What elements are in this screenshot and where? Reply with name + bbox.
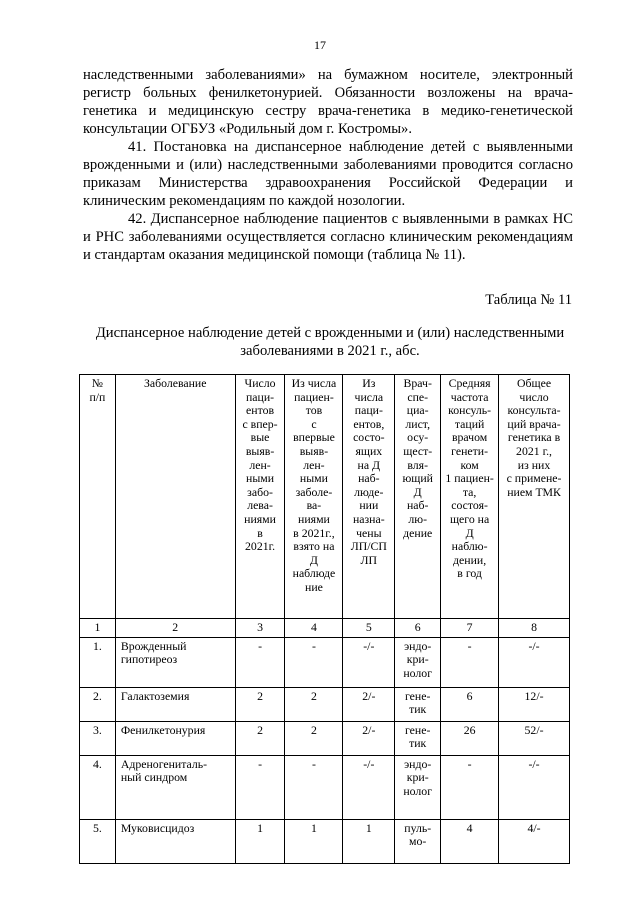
table-cell: 4 [285,619,343,638]
table-cell: 1 [343,819,395,863]
table-cell: 12/- [499,687,570,721]
table-cell: Врожденный гипотиреоз [115,637,235,687]
table-cell: 5. [80,819,116,863]
page-number: 17 [314,38,326,52]
table-cell: 6 [441,687,499,721]
table-cell: 6 [395,619,441,638]
table-cell: - [285,755,343,819]
body-text [83,66,573,264]
table-cell: 1. [80,637,116,687]
table-cell: гене- тик [395,721,441,755]
table-cell: Галактоземия [115,687,235,721]
table-cell: 4/- [499,819,570,863]
table-cell: 1 [235,819,285,863]
table-cell: 2 [285,687,343,721]
table-cell: 3 [235,619,285,638]
table-cell: -/- [343,755,395,819]
table-cell: Средняя частота консуль- таций врачом генети- ком 1 пациен- та, состоя- щего на Д наблю- дении, в год [441,375,499,619]
table-cell: 3. [80,721,116,755]
table-cell: 2. [80,687,116,721]
table-cell: 1 [80,619,116,638]
table-column-numbers-row [80,619,570,638]
table-label: Таблица № 11 [485,292,572,308]
table-row [80,721,570,755]
table-cell: 7 [441,619,499,638]
table-cell: Адреногениталь- ный синдром [115,755,235,819]
table-cell: 5 [343,619,395,638]
table-cell: Муковисцидоз [115,819,235,863]
table-cell: 8 [499,619,570,638]
table-cell: 2/- [343,687,395,721]
table-cell: - [235,637,285,687]
table-cell: 4. [80,755,116,819]
table-cell: эндо- кри- нолог [395,755,441,819]
table-cell: -/- [343,637,395,687]
table-cell: -/- [499,755,570,819]
paragraph: 41. Постановка на диспансерное наблюдение детей с выявленными врожденными и (или) наследственными заболеваниями проводится согласно приказам Министерства здравоохранения Российской Федерации и клиническим рекомендациям по каждой нозологии. [83,139,573,209]
table-cell: 52/- [499,721,570,755]
table-cell: № п/п [80,375,116,619]
table-cell: - [285,637,343,687]
table-cell: Заболевание [115,375,235,619]
table-cell: -/- [499,637,570,687]
table-cell: Из числа пациен- тов с впервые выяв- лен- ными заболе- ва- ниями в 2021г., взято на Д наблюде ние [285,375,343,619]
table-cell: 2 [235,687,285,721]
table-cell: Число паци- ентов с впер- вые выяв- лен- ными забо- лева- ниями в 2021г. [235,375,285,619]
table-cell: Фенилкетонурия [115,721,235,755]
table-cell: Из числа паци- ентов, состо- ящих на Д наб- люде- нии назна- чены ЛП/СП ЛП [343,375,395,619]
paragraph: 42. Диспансерное наблюдение пациентов с выявленными в рамках НС и РНС заболеваниями осуществляется согласно клиническим рекомендациям и стандартам оказания медицинской помощи (таблица № 11). [83,211,573,263]
table-cell: 1 [285,819,343,863]
table-cell: - [235,755,285,819]
table-cell: 2 [285,721,343,755]
table-cell: - [441,755,499,819]
table-cell: пуль- мо- [395,819,441,863]
table-cell: эндо- кри- нолог [395,637,441,687]
paragraph: наследственными заболеваниями» на бумажном носителе, электронный регистр больных фенилкетонурией. Обязанности возложены на врача-генетика и медицинскую сестру врача-генетика в медико-генетической консультации ОГБУЗ «Родильный дом г. Костромы». [83,67,573,137]
table-row [80,755,570,819]
dispensary-table [79,374,570,864]
table-cell: 4 [441,819,499,863]
table-title: Диспансерное наблюдение детей с врожденными и (или) наследственными заболеваниями в 2021 г., абс. [95,325,565,359]
table-cell: 2 [115,619,235,638]
table-row [80,637,570,687]
table-row [80,687,570,721]
table-cell: 26 [441,721,499,755]
table-row [80,819,570,863]
table-cell: Врач- спе- циа- лист, осу- щест- вля- ющий Д наб- лю- дение [395,375,441,619]
table-header-row [80,375,570,619]
table-cell: - [441,637,499,687]
table-cell: 2/- [343,721,395,755]
table-cell: 2 [235,721,285,755]
table-cell: Общее число консульта- ций врача- генетика в 2021 г., из них с примене- нием ТМК [499,375,570,619]
table-cell: гене- тик [395,687,441,721]
